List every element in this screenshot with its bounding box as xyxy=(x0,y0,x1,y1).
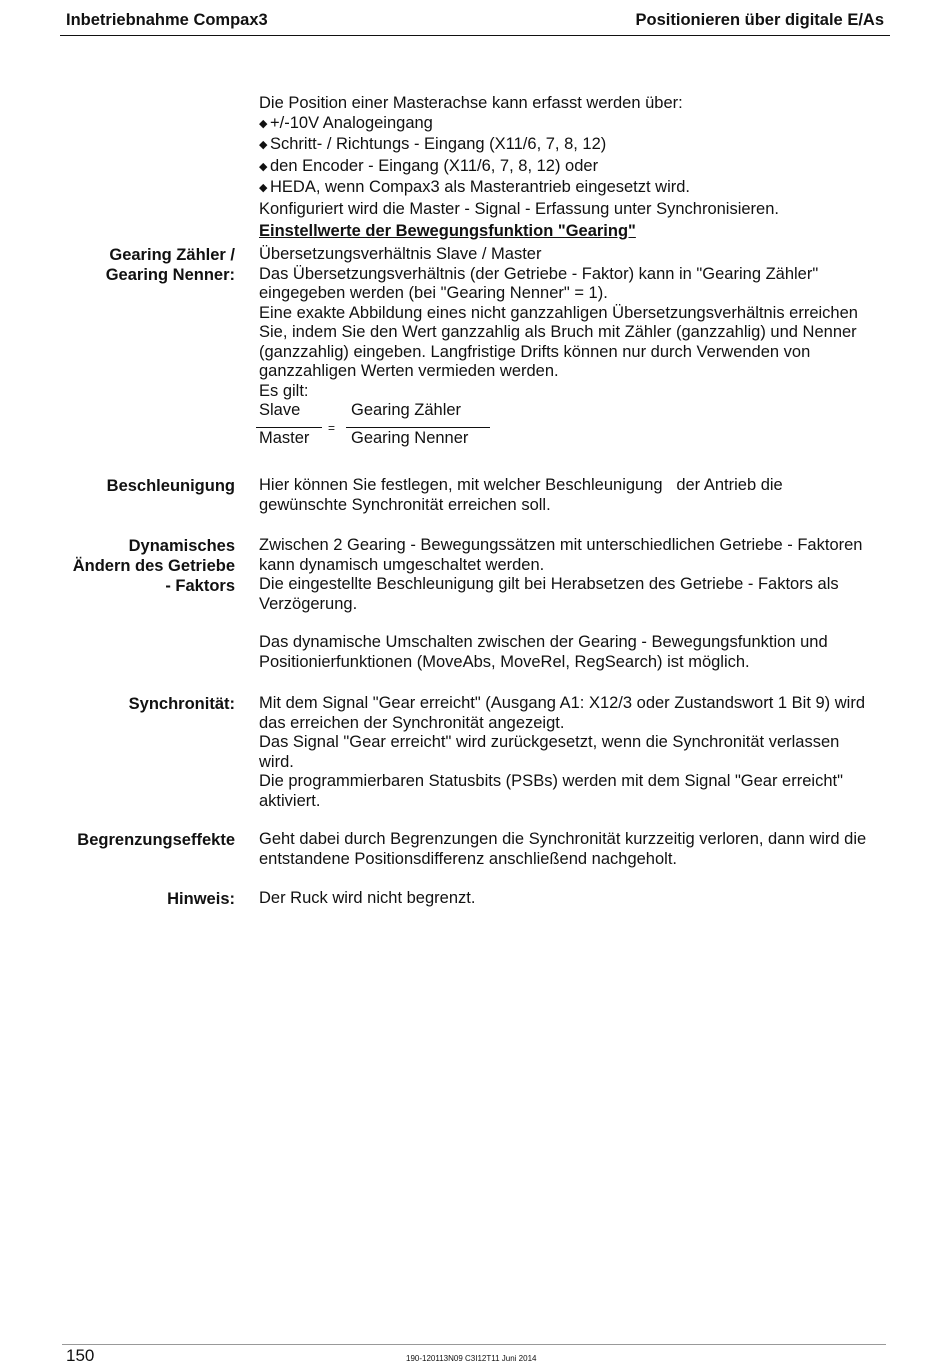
bullet-text: HEDA, wenn Compax3 als Masterantrieb eingesetzt wird. xyxy=(270,178,691,196)
hinweis-label: Hinweis: xyxy=(167,890,235,908)
begrenzung-label: Begrenzungseffekte xyxy=(77,831,235,849)
beschleunigung-label: Beschleunigung xyxy=(106,477,235,495)
footer-divider xyxy=(62,1344,886,1345)
intro-line: Konfiguriert wird die Master - Signal - Erfassung unter Synchronisieren. xyxy=(259,199,779,218)
formula-right-fraction-bar xyxy=(346,427,490,428)
intro-bullet-item xyxy=(259,178,889,200)
diamond-bullet-icon: ◆ xyxy=(259,182,268,194)
header-chapter-title: Positionieren über digitale E/As xyxy=(635,11,884,29)
bullet-text: +/-10V Analogeingang xyxy=(270,113,433,132)
intro-bullet-item xyxy=(259,114,889,136)
intro-paragraph xyxy=(259,94,889,219)
diamond-bullet-icon: ◆ xyxy=(259,160,268,173)
formula-left-denominator: Master xyxy=(259,429,310,447)
bullet-text: Schritt- / Richtungs - Eingang (X11/6, 7, 8, 12) xyxy=(270,135,607,153)
formula-right-numerator: Gearing Zähler xyxy=(351,401,462,419)
gearing-description: Übersetzungsverhältnis Slave / Master Das Übersetzungsverhältnis (der Getriebe - Faktor) kann in "Gearing Zähler" eingegeben werden (bei "Gearing Nenner" = 1). Eine exakte Abbildung eines nicht ganzzahligen Übersetzungsverhältnis erreichen Sie, indem Sie den Wert ganzzahlig als Bruch mit Zähler (ganzzahlig) und Nenner (ganzzahlig) eingeben. Langfristige Drifts können nur durch Verwenden von ganzzahligen Werten vermieden werden. Es gilt: xyxy=(259,245,858,400)
section-heading: Einstellwerte der Bewegungsfunktion "Gearing" xyxy=(259,222,636,240)
formula-equals-sign: = xyxy=(328,421,336,435)
beschleunigung-description: Hier können Sie festlegen, mit welcher Beschleunigung der Antrieb die gewünschte Synchronität erreichen soll. xyxy=(259,476,783,514)
document-code: 190-120113N09 C3I12T11 Juni 2014 xyxy=(406,1354,537,1363)
bullet-text: den Encoder - Eingang (X11/6, 7, 8, 12) oder xyxy=(270,156,599,175)
dynamisch-description-2: Das dynamische Umschalten zwischen der Gearing - Bewegungsfunktion und Positionierfunktionen (MoveAbs, MoveRel, RegSearch) ist möglich. xyxy=(259,633,828,671)
header-divider xyxy=(60,35,890,36)
intro-bullet-item xyxy=(259,135,889,157)
synchronitaet-description: Mit dem Signal "Gear erreicht" (Ausgang A1: X12/3 oder Zustandswort 1 Bit 9) wird das erreichen der Synchronität angezeigt. Das Signal "Gear erreicht" wird zurückgesetzt, wenn die Synchronität verlassen wird. Die programmierbaren Statusbits (PSBs) werden mit dem Signal "Gear erreicht" aktiviert. xyxy=(259,694,865,810)
header-document-title: Inbetriebnahme Compax3 xyxy=(66,11,268,29)
diamond-bullet-icon: ◆ xyxy=(259,117,268,130)
diamond-bullet-icon: ◆ xyxy=(259,139,268,151)
intro-line: Die Position einer Masterachse kann erfasst werden über: xyxy=(259,94,683,112)
intro-bullet-item xyxy=(259,157,889,179)
dynamisch-label: Dynamisches Ändern des Getriebe - Faktors xyxy=(72,537,235,595)
hinweis-description: Der Ruck wird nicht begrenzt. xyxy=(259,889,476,907)
formula-right-denominator: Gearing Nenner xyxy=(351,429,469,447)
synchronitaet-label: Synchronität: xyxy=(128,695,235,713)
formula-left-fraction-bar xyxy=(256,427,322,428)
begrenzung-description: Geht dabei durch Begrenzungen die Synchronität kurzzeitig verloren, dann wird die entstandene Positionsdifferenz anschließend nachgeholt. xyxy=(259,830,867,868)
formula-left-numerator: Slave xyxy=(259,401,301,419)
page-number: 150 xyxy=(66,1346,95,1365)
dynamisch-description: Zwischen 2 Gearing - Bewegungssätzen mit unterschiedlichen Getriebe - Faktoren kann dynamisch umgeschaltet werden. Die eingestellte Beschleunigung gilt bei Herabsetzen des Getriebe - Faktors als Verzögerung. xyxy=(259,536,863,613)
gearing-label: Gearing Zähler / Gearing Nenner: xyxy=(105,246,235,284)
